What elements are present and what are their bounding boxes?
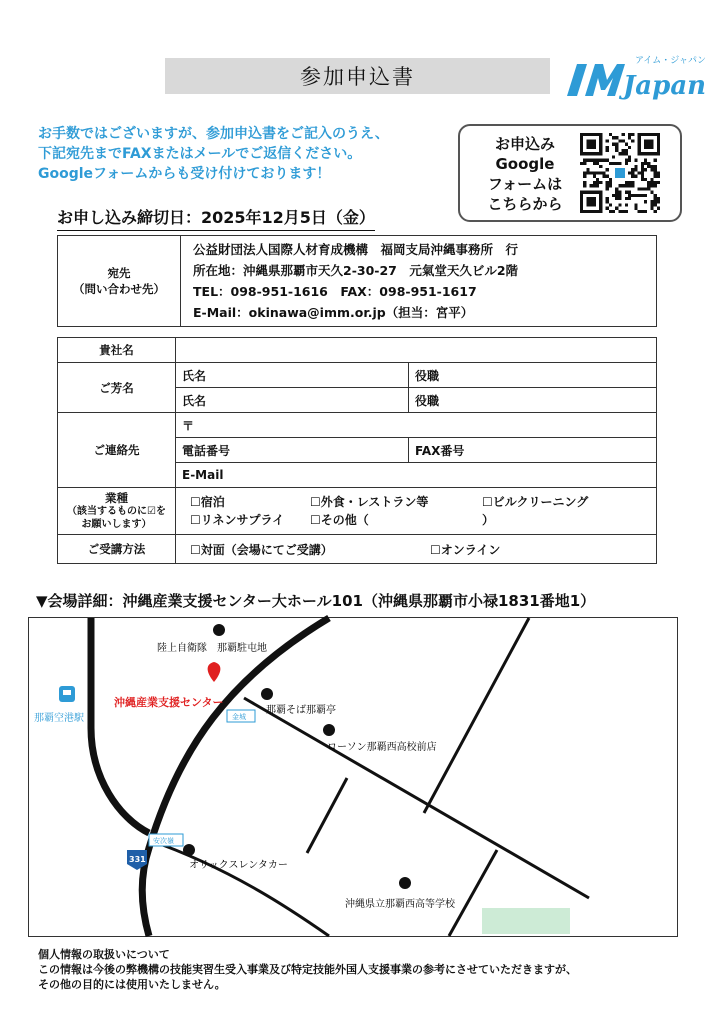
page-title: 参加申込書 [165,58,550,94]
road-airport [91,618,149,833]
contact-label: ご連絡先 [58,413,176,488]
industry-option-other[interactable]: ☐その他（ [310,513,369,527]
address-label-main: 宛先 [107,266,131,280]
svg-text:Japan: Japan [623,71,707,101]
qr-line: フォームは [487,175,563,193]
name-field-label: 氏名 [182,368,207,383]
position-field[interactable] [409,388,657,413]
phone-field[interactable] [176,438,409,463]
venue-map [28,617,678,937]
road-sw [149,840,329,936]
jsdf-label: 陸上自衛隊 那覇駐屯地 [157,643,267,654]
poi-dot [399,877,411,889]
application-form [57,337,657,564]
address-table [57,235,657,327]
road-east [244,698,589,898]
privacy-heading: 個人情報の取扱いについて [38,948,170,961]
orix-label: オリックスレンタカー [189,860,288,871]
company-field[interactable] [176,338,657,363]
lawson-label: ローソン那覇西高校前店 [327,742,437,753]
road-main [142,618,329,936]
venue-details: ▼会場詳細：沖縄産業支援センター大ホール101（沖縄県那覇市小禄1831番地1） [36,592,596,610]
email-field[interactable] [176,463,657,488]
industry-option-food[interactable]: ☐外食・レストラン等 [310,495,429,509]
industry-option-other-close: ） [482,513,495,527]
privacy-notice [38,947,698,992]
poi-dot [183,844,195,856]
industry-option-linen[interactable]: ☐リネンサプライ [190,513,285,527]
poi-dot [323,724,335,736]
logo-subtext: アイム・ジャパン [635,56,707,66]
sign-label: 安次嶺 [153,837,174,845]
qr-callout-text [470,134,580,214]
intro-line: Googleフォームからも受け付けております！ [38,166,331,182]
qr-line: こちらから [487,195,563,213]
sign-label: 金城 [232,713,246,721]
name-label: ご芳名 [58,363,176,413]
road-ne [424,618,529,813]
address-line: E-Mail：okinawa@imm.or.jp（担当：宮平） [193,305,474,320]
qr-code-icon[interactable] [580,133,660,213]
fax-field[interactable] [409,438,657,463]
position-field[interactable] [409,363,657,388]
intro-line: お手数ではございますが、参加申込書をご記入のうえ、 [38,126,389,142]
qr-callout[interactable] [458,124,682,222]
industry-note: （該当するものに☑を [67,505,166,517]
intro-line: 下記宛先までFAXまたはメールでご返信ください。 [38,146,362,162]
school-label: 沖縄県立那覇西高等学校 [345,899,455,910]
qr-line: Google [495,155,555,173]
address-label [58,236,181,327]
name-field-label: 氏名 [182,393,207,408]
center-label: 沖縄産業支援センター [114,696,224,709]
industry-label-main: 業種 [105,490,128,505]
phone-field-label: 電話番号 [182,443,231,458]
road-mid [307,778,347,853]
location-pin-icon [208,662,221,682]
poi-dot [261,688,273,700]
address-line: 所在地：沖縄県那覇市天久2-30-27 元氣堂天久ビル2階 [193,263,519,278]
position-field-label: 役職 [415,393,440,408]
industry-note: お願いします） [81,518,152,530]
im-japan-logo [565,50,707,102]
address-label-sub: （問い合わせ先） [73,282,165,296]
airport-station-label: 那覇空港駅 [34,713,84,724]
method-label: ご受講方法 [58,535,176,564]
intro-text [38,124,458,184]
industry-options[interactable] [176,488,657,535]
position-field-label: 役職 [415,368,440,383]
method-option-in-person[interactable]: ☐対面（会場にてご受講） [190,542,333,557]
industry-option-cleaning[interactable]: ☐ビルクリーニング [482,495,589,509]
soba-label: 那覇そば那覇亭 [266,705,336,716]
company-label: 貴社名 [58,338,176,363]
postal-mark: 〒 [182,418,195,433]
method-options[interactable] [176,535,657,564]
industry-option-lodging[interactable]: ☐宿泊 [190,495,225,509]
poi-dot [213,624,225,636]
industry-label [58,488,176,535]
privacy-line: その他の目的には使用いたしません。 [38,978,226,991]
name-field[interactable] [176,388,409,413]
deadline: お申し込み締切日：2025年12月5日（金） [57,205,375,231]
address-line: TEL：098-951-1616 FAX：098-951-1617 [193,284,477,299]
address-line: 公益財団法人国際人材育成機構 福岡支局沖縄事務所 行 [193,242,519,257]
privacy-line: この情報は今後の弊機構の技能実習生受入事業及び特定技能外国人支援事業の参考にさせていただきますが、 [38,963,577,976]
postal-field[interactable] [176,413,657,438]
qr-line: お申込み [494,135,555,153]
email-field-label: E-Mail [182,468,224,482]
route-number: 331 [129,855,146,864]
name-field[interactable] [176,363,409,388]
school-grounds [482,908,570,934]
address-value [181,236,657,327]
method-option-online[interactable]: ☐オンライン [430,542,501,557]
fax-field-label: FAX番号 [415,443,465,458]
